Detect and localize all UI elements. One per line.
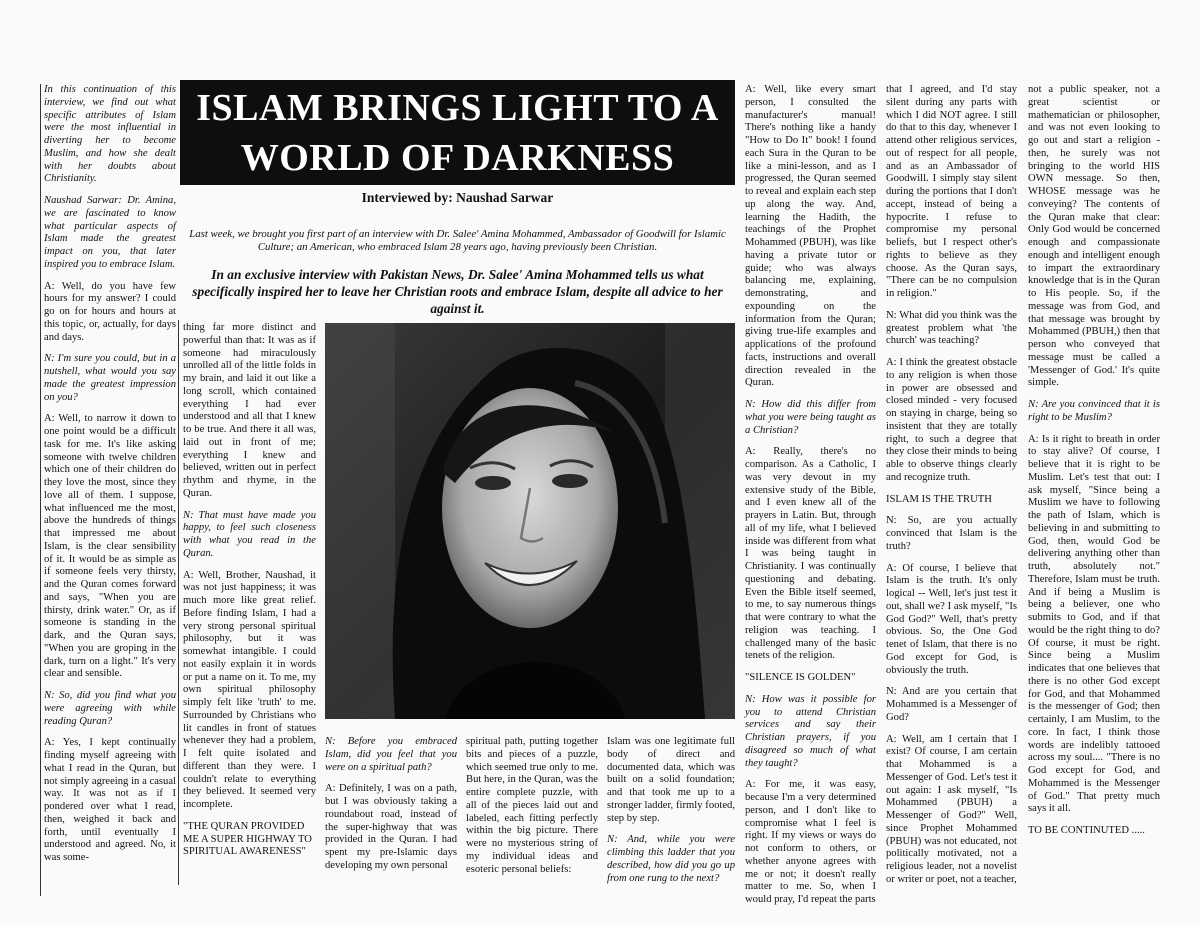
portrait-drawing	[325, 323, 735, 719]
article-paragraph: A: Well, like every smart person, I consulted the manufacturer's manual! There's nothing like a handy "How to Do It" book! I found each Sura in the Quran to be like a mini-lesson, and as I progressed, the Quran seemed to reveal and explain each step up along the way. And, learning the Hadith, the teachings of the Prophet Mohammed (PBUH), was like having a private tutor or guide; who was always balancing me, explaining, demonstrating, and expounding on the information from the Quran; giving true-life examples and applications of the profound facts, instructions and overall direction revealed in the Quran.	[745, 84, 876, 389]
article-paragraph: A: Definitely, I was on a path, but I was obviously taking a roundabout road, instead of the super-highway that was provided in the Quran. I had spent my pre-Islamic days developing my own personal	[325, 783, 457, 871]
article-paragraph: N: So, are you actually convinced that Islam is the truth?	[886, 515, 1017, 552]
column-6	[745, 84, 876, 905]
interview-question: N: Are you convinced that it is right to be Muslim?	[1028, 399, 1160, 423]
column-8	[1028, 84, 1160, 896]
section-heading: "SILENCE IS GOLDEN"	[745, 672, 856, 683]
article-paragraph: A: Really, there's no comparison. As a Catholic, I was very devout in my extensive study of the Bible, and I even knew all of the prayers in Latin. But, through all of my life, what I believed inside was different from what I was being taught in Christianity. I was continually questioning and debating. Even the Bible itself seemed, to me, to say numerous things that were contrary to what the religion was teaching. I challenged many of the basic tenets of the religion.	[745, 446, 876, 662]
article-paragraph: A: I think the greatest obstacle to any religion is when those in power are obsessed and closed minded - very focused on staying in charge, being so insistent that they are totally right, to such a degree that they close their minds to being able to observe things clearly and recognize truth.	[886, 357, 1017, 483]
column-divider	[178, 320, 179, 885]
subheadline: In an exclusive interview with Pakistan News, Dr. Salee' Amina Mohammed tells us what specifically inspired her to leave her Christian roots and embrace Islam, despite all advice to her against it.	[192, 267, 723, 316]
section-heading: TO BE CONTINUTED .....	[1028, 825, 1145, 836]
article-paragraph: not a public speaker, not a great scientist or mathematician or philosopher, and was not even looking to go out and start a religion - then, he surely was not bringing to the world HIS OWN message. So then, WHOSE message was he conveying? The contents of the Quran make that clear: Only God would be concerned enough and compassionate enough and intelligent enough to impart the extraordinary knowledge that is in the Quran to His people. So, if the message was from God, and that message was brought by Mohammed (PBUH,) then that person who conveyed that message must be called a 'Messenger of God.' It's quite simple.	[1028, 84, 1160, 389]
interview-question: N: Before you embraced Islam, did you feel that you were on a spiritual path?	[325, 736, 457, 773]
interview-question: N: And, while you were climbing this ladder that you described, how did you go up from one rung to the next?	[607, 834, 735, 884]
article-paragraph: thing far more distinct and powerful than that: It was as if someone had miraculously unrolled all of the little folds in my brain, and laid it out like a long scroll, which contained everything I had ever understood and all that I knew to be true. And there it all was, laid out in front of me; everything I knew and believed, written out in perfect rhythm and rhyme, in the Quran.	[183, 322, 316, 499]
article-paragraph: A: Of course, I believe that Islam is the truth. It's only logical -- Well, let's just test it out, shall we? I ask myself, "Is God God?" Well, that's pretty obvious. So, the One God tenet of Islam, that there is no God except for God, is obviously the truth.	[886, 562, 1017, 676]
interview-question: N: How did this differ from what you were being taught as a Christian?	[745, 399, 876, 436]
article-paragraph: A: Well, do you have few hours for my answer? I could go on for hours and hours at this topic, or, actually, for days and days.	[44, 280, 176, 343]
column-1	[40, 84, 176, 896]
article-paragraph: A: Well, to narrow it down to one point would be a difficult task for me. It's like asking someone with twelve children which one of their children do they love the most, since they love all of them. I suppose, what influenced me the most, above the hundreds of things that impressed me about Islam, is the clear sensibility of it. It would be as simple as if someone feels very thirsty, and the Quran comes forward and says, "When you are thirsty, drink water." Or, as if someone is standing in the dark, and the Quran says, "When you are groping in the dark, turn on a light." It's very clear and sensible.	[44, 413, 176, 680]
article-paragraph: Islam was one legitimate full body of direct and documented data, which was built on a solid foundation; and that took me up to a stronger ladder, firmly footed, step by step.	[607, 736, 735, 824]
article-paragraph: A: For me, it was easy, because I'm a very determined person, and I don't like to compromise what I feel is right. If my views or ways do not conform to others, or whether anyone agrees with me or not; it doesn't really matter to me. So, when I would pray, I'd repeat the parts	[745, 779, 876, 905]
interview-question: In this continuation of this interview, we find out what specific attributes of Islam were the most influential in diverting her to become Muslim, and how she dealt with her doubts about Christianity.	[44, 84, 176, 185]
article-paragraph: A: Yes, I kept continually finding myself agreeing with what I read in the Quran, but not simply agreeing in a casual way. It was not as if I pondered over what I read, then, weighed it back and forth, until eventually I understood and agreed. No, it was some-	[44, 737, 176, 863]
headline-banner	[180, 80, 735, 185]
article-paragraph: spiritual path, putting together bits and pieces of a puzzle, which seemed true only to me. But here, in the Quran, was the entire complete puzzle, with all of the pieces laid out and labeled, each fitting perfectly within the big picture. There were no mysterious string of my individual ideas and esoteric personal beliefs:	[466, 736, 598, 875]
article-paragraph: A: Is it right to breath in order to stay alive? Of course, I believe that it is right to be Muslim. Let's test that out: I ask myself, "Since being a Muslim we have to following the path of Islam, which is believing in and submitting to God, then, would God be delivering anything other than truth, absolutely not." Therefore, Islam must be truth. And if being a Muslim is being a believer, one who submits to God, and if that would be the right thing to do? Of course, it must be right. Since being a Muslim indicates that one believes that there is no other God except for God, and that Mohammed is the messenger of God; then certainly, I am Muslim, to the core. In fact, I think those words are indelibly tattooed across my soul.... "There is no God except for God, and Mohammed is the Messenger of God." That pretty much says it all.	[1028, 433, 1160, 815]
interview-question: Naushad Sarwar: Dr. Amina, we are fascinated to know what particular aspects of Islam made the greatest impact on you, that later inspired you to embrace Islam.	[44, 195, 176, 270]
headline-line-2: WORLD OF DARKNESS	[240, 136, 675, 179]
section-heading: "THE QURAN PROVIDED ME A SUPER HIGHWAY TO SPIRITUAL AWARENESS"	[183, 820, 312, 858]
interview-question: N: I'm sure you could, but in a nutshell, what would you say made the greatest impression on you?	[44, 353, 176, 403]
interview-question: N: That must have made you happy, to feel such closeness with what you read in the Quran.	[183, 509, 316, 559]
section-heading: ISLAM IS THE TRUTH	[886, 493, 992, 505]
article-paragraph: N: What did you think was the greatest problem what 'the church' was teaching?	[886, 309, 1017, 347]
intro-text: Last week, we brought you first part of an interview with Dr. Salee' Amina Mohammed, Ambassador of Goodwill for Islamic Culture; an American, who embraced Islam 28 years ago, having previously been Christian.	[189, 228, 726, 253]
column-4	[466, 736, 598, 892]
article-paragraph: N: And are you certain that Mohammed is a Messenger of God?	[886, 686, 1017, 723]
interview-question: N: So, did you find what you were agreeing with while reading Quran?	[44, 690, 176, 727]
portrait-photo	[325, 323, 735, 719]
article-paragraph: that I agreed, and I'd stay silent during any parts with which I did NOT agree. I still do that to this day, whenever I attend other religious services, out of respect for all people, and as an Ambassador of Goodwill. I simply stay silent during the portions that I don't accept, instead of being a hypocrite. I refuse to compromise my personal beliefs, but I respect other's rights to believe as they choose. As the Quran says, "There can be no compulsion in religion."	[886, 84, 1017, 299]
byline: Interviewed by: Naushad Sarwar	[361, 190, 554, 205]
column-5	[607, 736, 735, 892]
interview-question: N: How was it possible for you to attend Christian services and say their Christian prayers, if you disagreed so much of what they taught?	[745, 693, 876, 769]
headline-line-1: ISLAM BRINGS LIGHT TO A	[196, 86, 719, 129]
article-paragraph: A: Well, am I certain that I exist? Of course, I am certain that Mohammed is a Messenger of God. Let's test it out again: I ask myself, "Is Mohammed (PBUH) a Messenger of God?" Well, since Prophet Mohammed (PBUH) was not educated, not politically motivated, not a religious leader, not a novelist or writer or poet, not a teacher,	[886, 733, 1017, 885]
column-2	[183, 322, 316, 892]
column-3	[325, 736, 457, 892]
article-paragraph: A: Well, Brother, Naushad, it was not just happiness; it was much more like great relief. Before finding Islam, I had a very strong personal spiritual philosophy, but it was somewhat intangible. I could not easily explain it in words or put a name on it. To me, my own spiritual philosophy simply felt like 'truth' to me. Surrounded by Christians who lit candles in front of statues whenever they had a problem, I felt quite isolated and different than they were. I couldn't relate to everything they believed. It seemed very incomplete.	[183, 569, 316, 810]
column-7	[886, 84, 1017, 896]
